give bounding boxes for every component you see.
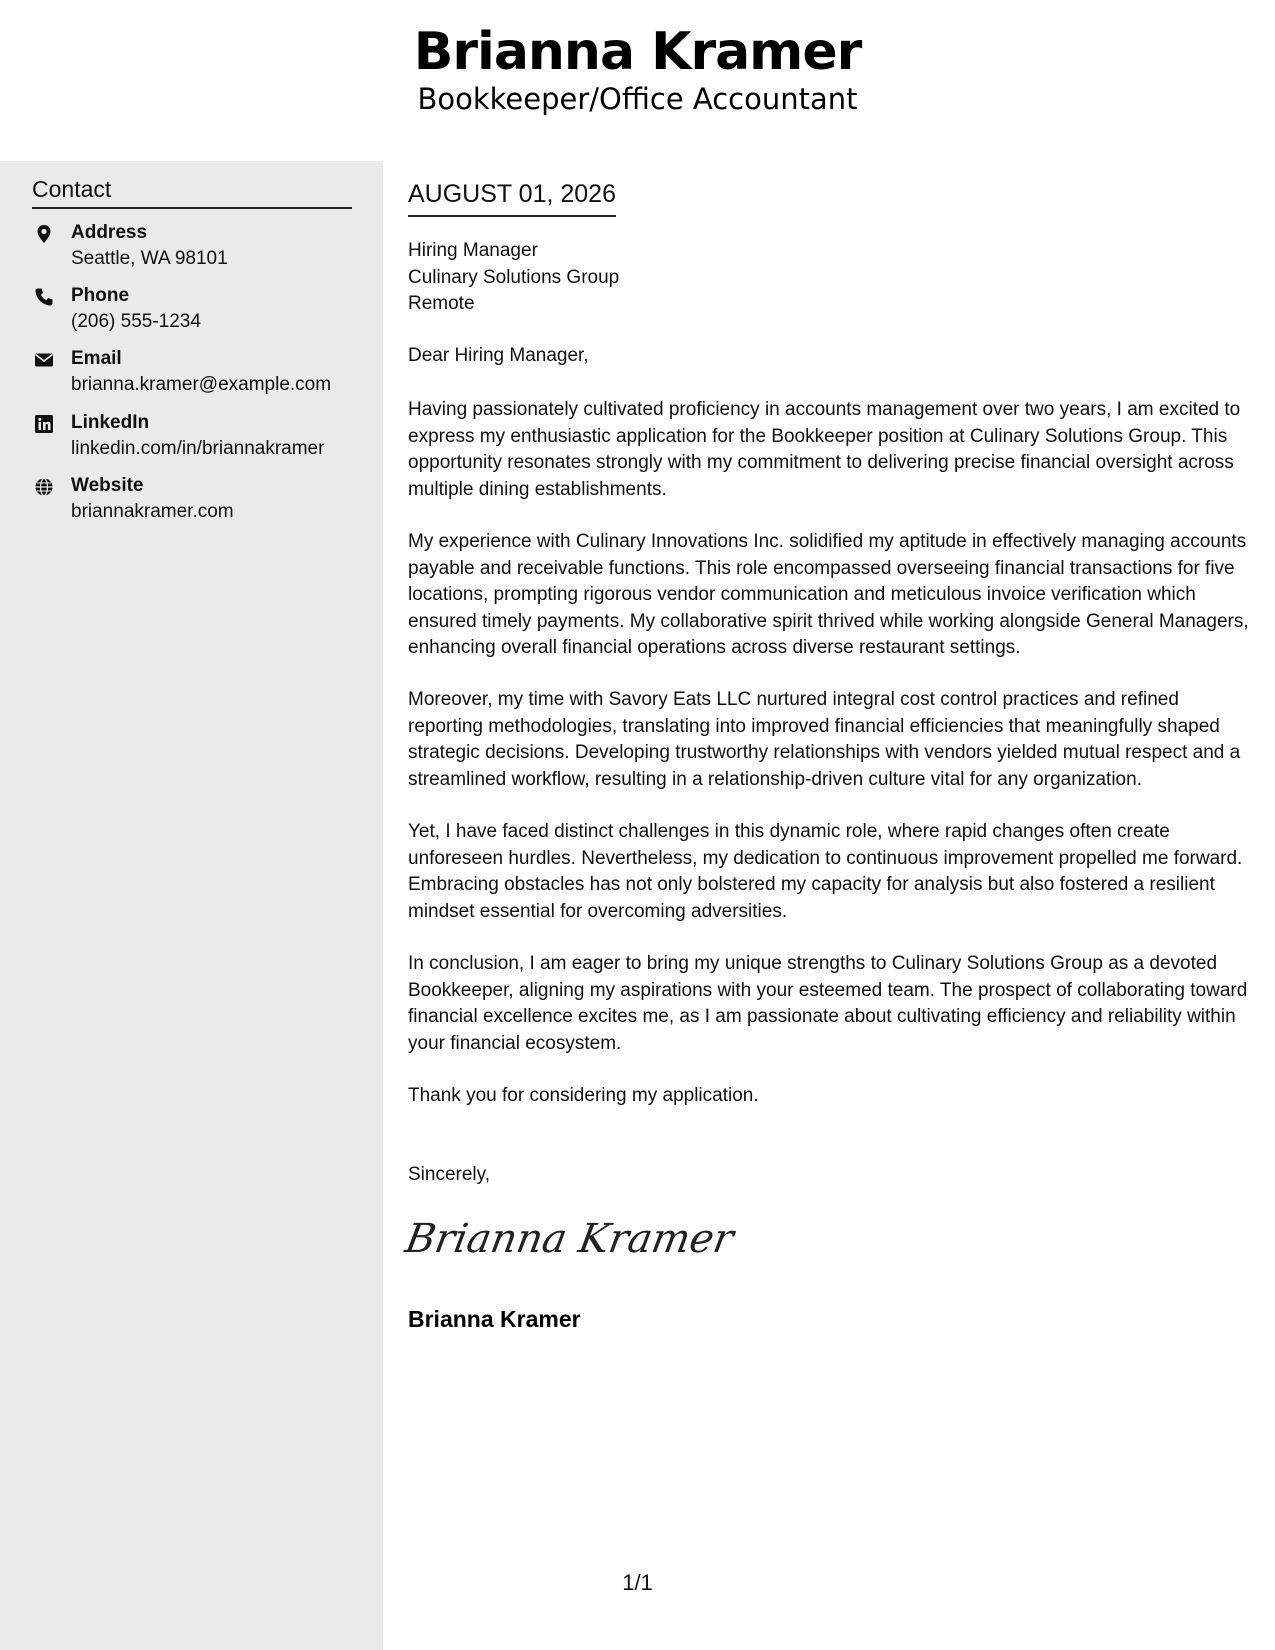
salutation: Dear Hiring Manager, xyxy=(408,345,589,366)
letter-date: AUGUST 01, 2026 xyxy=(408,180,616,217)
contact-label: Phone xyxy=(71,285,130,306)
envelope-icon xyxy=(34,350,54,370)
applicant-name: Brianna Kramer xyxy=(413,22,862,82)
closing: Sincerely, xyxy=(408,1164,491,1185)
contact-label: LinkedIn xyxy=(71,412,150,433)
body-paragraph: Thank you for considering my application. xyxy=(408,1085,759,1106)
body-paragraph: Having passionately cultivated proficiency in accounts management over two years, I am excited to express my enthusiastic application for the Bookkeeper position at Culinary Solutions Group. This opportunity resonates strongly with my commitment to delivering precise financial oversight across multiple dining establishments. xyxy=(408,399,1241,500)
header xyxy=(0,0,1275,160)
contact-value: linkedin.com/in/briannakramer xyxy=(71,438,325,459)
body-paragraph: Moreover, my time with Savory Eats LLC nurtured integral cost control practices and refined reporting methodologies, translating into improved financial efficiencies that meaningfully shaped strategic decisions. Developing trustworthy relationships with vendors yielded mutual respect and a streamlined workflow, resulting in a relationship-driven culture vital for any organization. xyxy=(408,689,1241,790)
body-paragraph: Yet, I have faced distinct challenges in this dynamic role, where rapid changes often create unforeseen hurdles. Nevertheless, my dedication to continuous improvement propelled me forward. Embracing obstacles has not only bolstered my capacity for analysis but also fostered a resilient mindset essential for overcoming adversities. xyxy=(408,821,1243,922)
linkedin-icon xyxy=(34,414,54,434)
phone-icon xyxy=(34,287,54,307)
recipient-block xyxy=(408,238,619,318)
globe-icon xyxy=(34,477,54,497)
contact-label: Website xyxy=(71,475,144,496)
contact-value: briannakramer.com xyxy=(71,501,234,522)
map-pin-icon xyxy=(34,224,54,244)
recipient-line: Culinary Solutions Group xyxy=(408,266,620,288)
contact-section-title: Contact xyxy=(32,176,352,209)
body-paragraph: In conclusion, I am eager to bring my unique strengths to Culinary Solutions Group as a devoted Bookkeeper, aligning my aspirations with your esteemed team. The prospect of collaborating toward financial excellence excites me, as I am passionate about cultivating efficiency and reliability within your financial ecosystem. xyxy=(408,953,1248,1054)
body-paragraph: My experience with Culinary Innovations Inc. solidified my aptitude in effectively managing accounts payable and receivable functions. This role encompassed overseeing financial transactions for five locations, prompting rigorous vendor communication and meticulous invoice verification which ensured timely payments. My collaborative spirit thrived while working alongside General Managers, enhancing overall financial operations across diverse restaurant settings. xyxy=(408,531,1249,658)
contact-value: Seattle, WA 98101 xyxy=(71,248,228,269)
applicant-title: Bookkeeper/Office Accountant xyxy=(417,82,858,116)
contact-value: (206) 555-1234 xyxy=(71,311,201,332)
recipient-line: Remote xyxy=(408,293,475,314)
recipient-line: Hiring Manager xyxy=(408,240,538,261)
signed-name: Brianna Kramer xyxy=(408,1306,581,1332)
contact-label: Email xyxy=(71,348,122,369)
contact-value: brianna.kramer@example.com xyxy=(71,374,332,395)
handwritten-signature: Brianna Kramer xyxy=(401,1216,737,1262)
contact-label: Address xyxy=(71,222,148,243)
page-number: 1/1 xyxy=(622,1570,653,1595)
